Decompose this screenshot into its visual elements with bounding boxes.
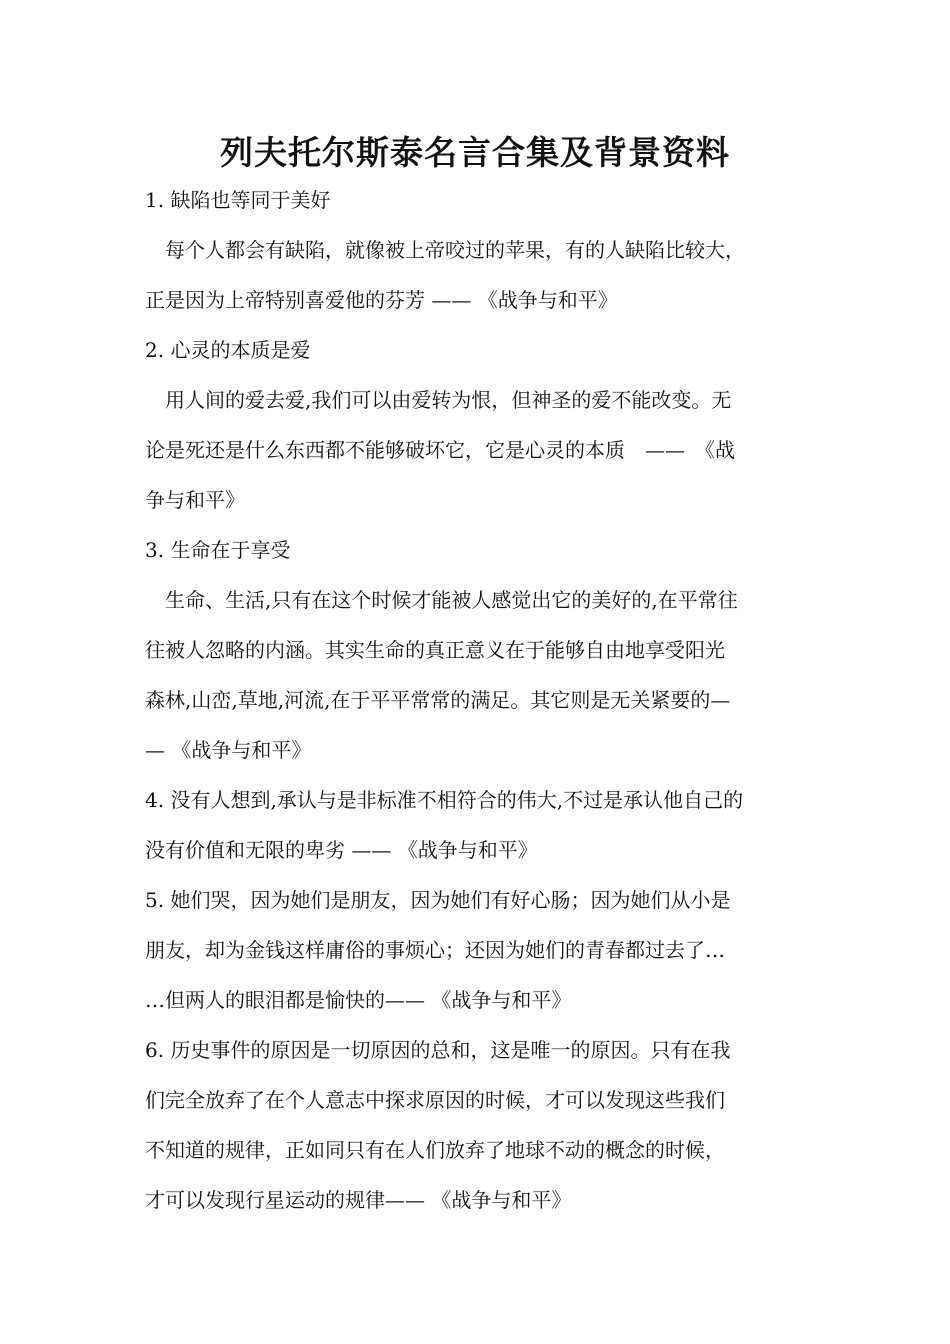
quote-text-line: 每个人都会有缺陷，就像被上帝咬过的苹果，有的人缺陷比较大， xyxy=(145,238,745,262)
quote-item-4: 4. 没有人想到,承认与是非标准不相符合的伟大,不过是承认他自己的 xyxy=(145,788,744,812)
quote-text-line: 生命、生活,只有在这个时候才能被人感觉出它的美好的,在平常往 xyxy=(145,588,738,612)
quote-text-line: 往被人忽略的内涵。其实生命的真正意义在于能够自由地享受阳光 xyxy=(145,638,725,662)
document-title: 列夫托尔斯泰名言合集及背景资料 xyxy=(220,133,730,172)
quote-text-line: 论是死还是什么东西都不能够破坏它，它是心灵的本质 —— 《战 xyxy=(145,438,735,462)
quote-text-line: 不知道的规律，正如同只有在人们放弃了地球不动的概念的时候， xyxy=(145,1138,725,1162)
quote-text-line: 朋友，却为金钱这样庸俗的事烦心；还因为她们的青春都过去了… xyxy=(145,938,725,962)
quote-text-line: — 《战争与和平》 xyxy=(145,738,312,762)
quote-text-line: 没有价值和无限的卑劣 —— 《战争与和平》 xyxy=(145,838,538,862)
quote-text-line: 争与和平》 xyxy=(145,488,245,512)
quote-text-line: 用人间的爱去爱,我们可以由爱转为恨，但神圣的爱不能改变。无 xyxy=(145,388,732,412)
quote-text-line: 森林,山峦,草地,河流,在于平平常常的满足。其它则是无关紧要的— xyxy=(145,688,731,712)
quote-text-line: 们完全放弃了在个人意志中探求原因的时候，才可以发现这些我们 xyxy=(145,1088,725,1112)
quote-text-line: …但两人的眼泪都是愉快的—— 《战争与和平》 xyxy=(145,988,572,1012)
quote-item-5: 5. 她们哭，因为她们是朋友，因为她们有好心肠；因为她们从小是 xyxy=(145,888,731,912)
quote-text-line: 正是因为上帝特别喜爱他的芬芳 —— 《战争与和平》 xyxy=(145,288,618,312)
quote-heading-2: 2. 心灵的本质是爱 xyxy=(145,338,311,362)
quote-heading-3: 3. 生命在于享受 xyxy=(145,538,291,562)
quote-text-line: 才可以发现行星运动的规律—— 《战争与和平》 xyxy=(145,1188,572,1212)
quote-item-6: 6. 历史事件的原因是一切原因的总和，这是唯一的原因。只有在我 xyxy=(145,1038,731,1062)
quote-heading-1: 1. 缺陷也等同于美好 xyxy=(145,188,331,212)
